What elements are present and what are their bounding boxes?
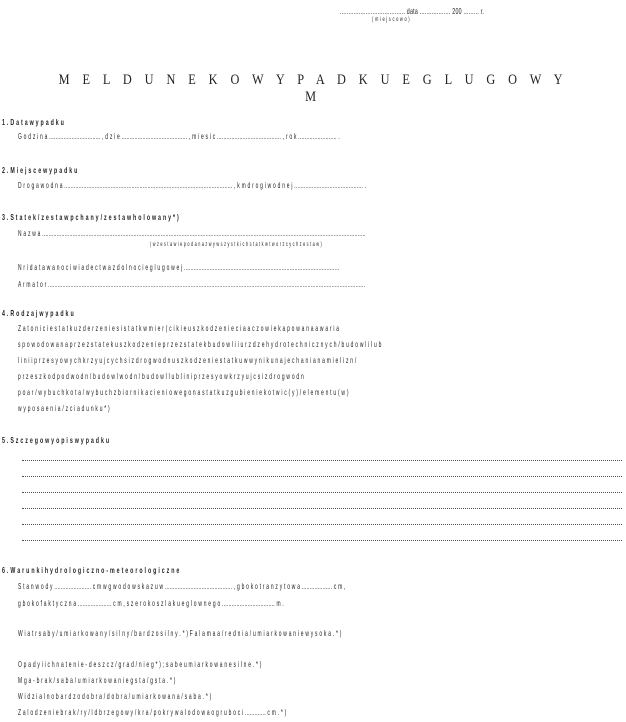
- precipitation-row: O p a d y i i c h n a t e n i e - d e s z c z / g r a d / n i e g * ) ; s a b e u m i a r k o w a n e s i l n e . * ): [18, 659, 262, 669]
- section-4-line: s p o w o d o w a n a p r z e z s t a t e k u s z k o d z e n i e p r z e z s t a t e k b u d o w l i i u r z d z e h y d r o t e c h n i c z n y c h / b u d o w l i l u b: [18, 339, 382, 349]
- section-4-line: l i n i i p r z e s y o w y c h k r z y u j c y c h s i z d r o g w o d n u s z k o d z e n i e s t a t k u w w y n i k u n a j e c h a n i a n a m i e l i z n /: [18, 355, 357, 365]
- description-line[interactable]: [22, 540, 622, 541]
- description-line[interactable]: [22, 476, 622, 477]
- icing-row: Z a l o d z e n i e b r a k / r y / l d b r z e g o w y / k r a / p o k r y w a l o d o w a o g r u b o c i ............. c m . * ): [18, 707, 287, 717]
- section-4-line: Z a t o n i c i e s t a t k u z d e r z e n i e s i s t a t k w m i e r ( c i k i e u s z k o d z e n i e c i a a c z o w i e k a p o w a n a a w a r i a: [18, 323, 340, 333]
- section-3-certificate-row: N r i d a t a w a n o c i w i a d e c t w a z d o l n o c i e g l u g o w e j .................................................................................................: [18, 262, 340, 272]
- description-line[interactable]: [22, 524, 622, 525]
- water-level-row: S t a n w o d y ....................... c m w g w o d o w s k a z u w .......................................... , g b o k o t r a n z y t o w a ................... c m ,: [18, 581, 346, 591]
- section-4-line: p o a r / w y b u c h k o t a / w y b u c h z b i o r n i k a c i e n i o w e g o n a s t a t k u z g u b i e n i e k o t w i c ( y ) / e l e m e n t u ( w ): [18, 387, 349, 397]
- section-4-line: w y p o s a e n i a / z c i a d u n k u * ): [18, 403, 110, 413]
- section-3-name-row: N a z w a ..........................................................................................................................................................................................................: [18, 228, 366, 238]
- section-4-heading: 4 . R o d z a j w y p a d k u: [2, 308, 74, 318]
- page-title: M E L D U N E K O W Y P A D K U E G L U G O W Y M: [58, 72, 568, 105]
- section-3-owner-row: A r m a t o r ......................................................................................................................................................................................................: [18, 279, 366, 289]
- section-2-heading: 2 . M i e j s c e w y p a d k u: [2, 165, 78, 175]
- description-line[interactable]: [22, 508, 622, 509]
- section-2-row: D r o g a w o d n a ......................................................................................................... , k m d r o g i w o d n e j ........................................... .: [18, 180, 367, 190]
- section-3-name-note: ( w z e s t a w i e p o d a n a z w y w s z y s t k i c h s t a t k w t w o r z c y c h z e s t a w ): [150, 241, 322, 248]
- section-5-heading: 5 . S z c z e g o w y o p i s w y p a d k u: [2, 435, 110, 445]
- section-3-heading: 3 . S t a t e k / z e s t a w p c h a n y / z e s t a w h o l o w a n y * ): [2, 212, 180, 222]
- section-1-heading: 1 . D a t a w y p a d k u: [2, 117, 65, 127]
- place-caption: ( m i e j s c o w o ): [372, 16, 410, 23]
- section-4-line: p r z e s z k o d p o d w o d n / b u d o w l w o d n / b u d o w l l u b l i n i p r z e s y o w k r z y u j c s i z d r o g w o d n: [18, 371, 304, 381]
- section-1-row: G o d z i n a ................................ , d z i e ......................................... , m i e s i c ........................................ , r o k ........................ .: [18, 131, 340, 141]
- section-6-heading: 6 . W a r u n k i h y d r o l o g i c z n o - m e t e o r o l o g i c z n e: [2, 565, 180, 575]
- fog-row: M g a - b r a k / s a b a / u m i a r k o w a n i e g s t a / g s t a . * ): [18, 675, 176, 685]
- description-line[interactable]: [22, 460, 622, 461]
- visibility-row: W i d z i a l n o b a r d z o d o b r a / d o b r a / u m i a r k o w a n a / s a b a . * ): [18, 691, 212, 701]
- depth-row: g b o k o f a k t y c z n a ..................... c m , s z e r o k o s z l a k u e g l o w n e g o ................................. m .: [18, 598, 285, 608]
- description-line[interactable]: [22, 492, 622, 493]
- date-line: ...................................... data .................. 200 ......... r.: [340, 6, 485, 16]
- wind-wave-row: W i a t r s a b y / u m i a r k o w a n y / s i l n y / b a r d z o s i l n y . * ) F a l a m a a / r e d n i a / u m i a r k o w a n i e w y s o k a . * ): [18, 628, 342, 638]
